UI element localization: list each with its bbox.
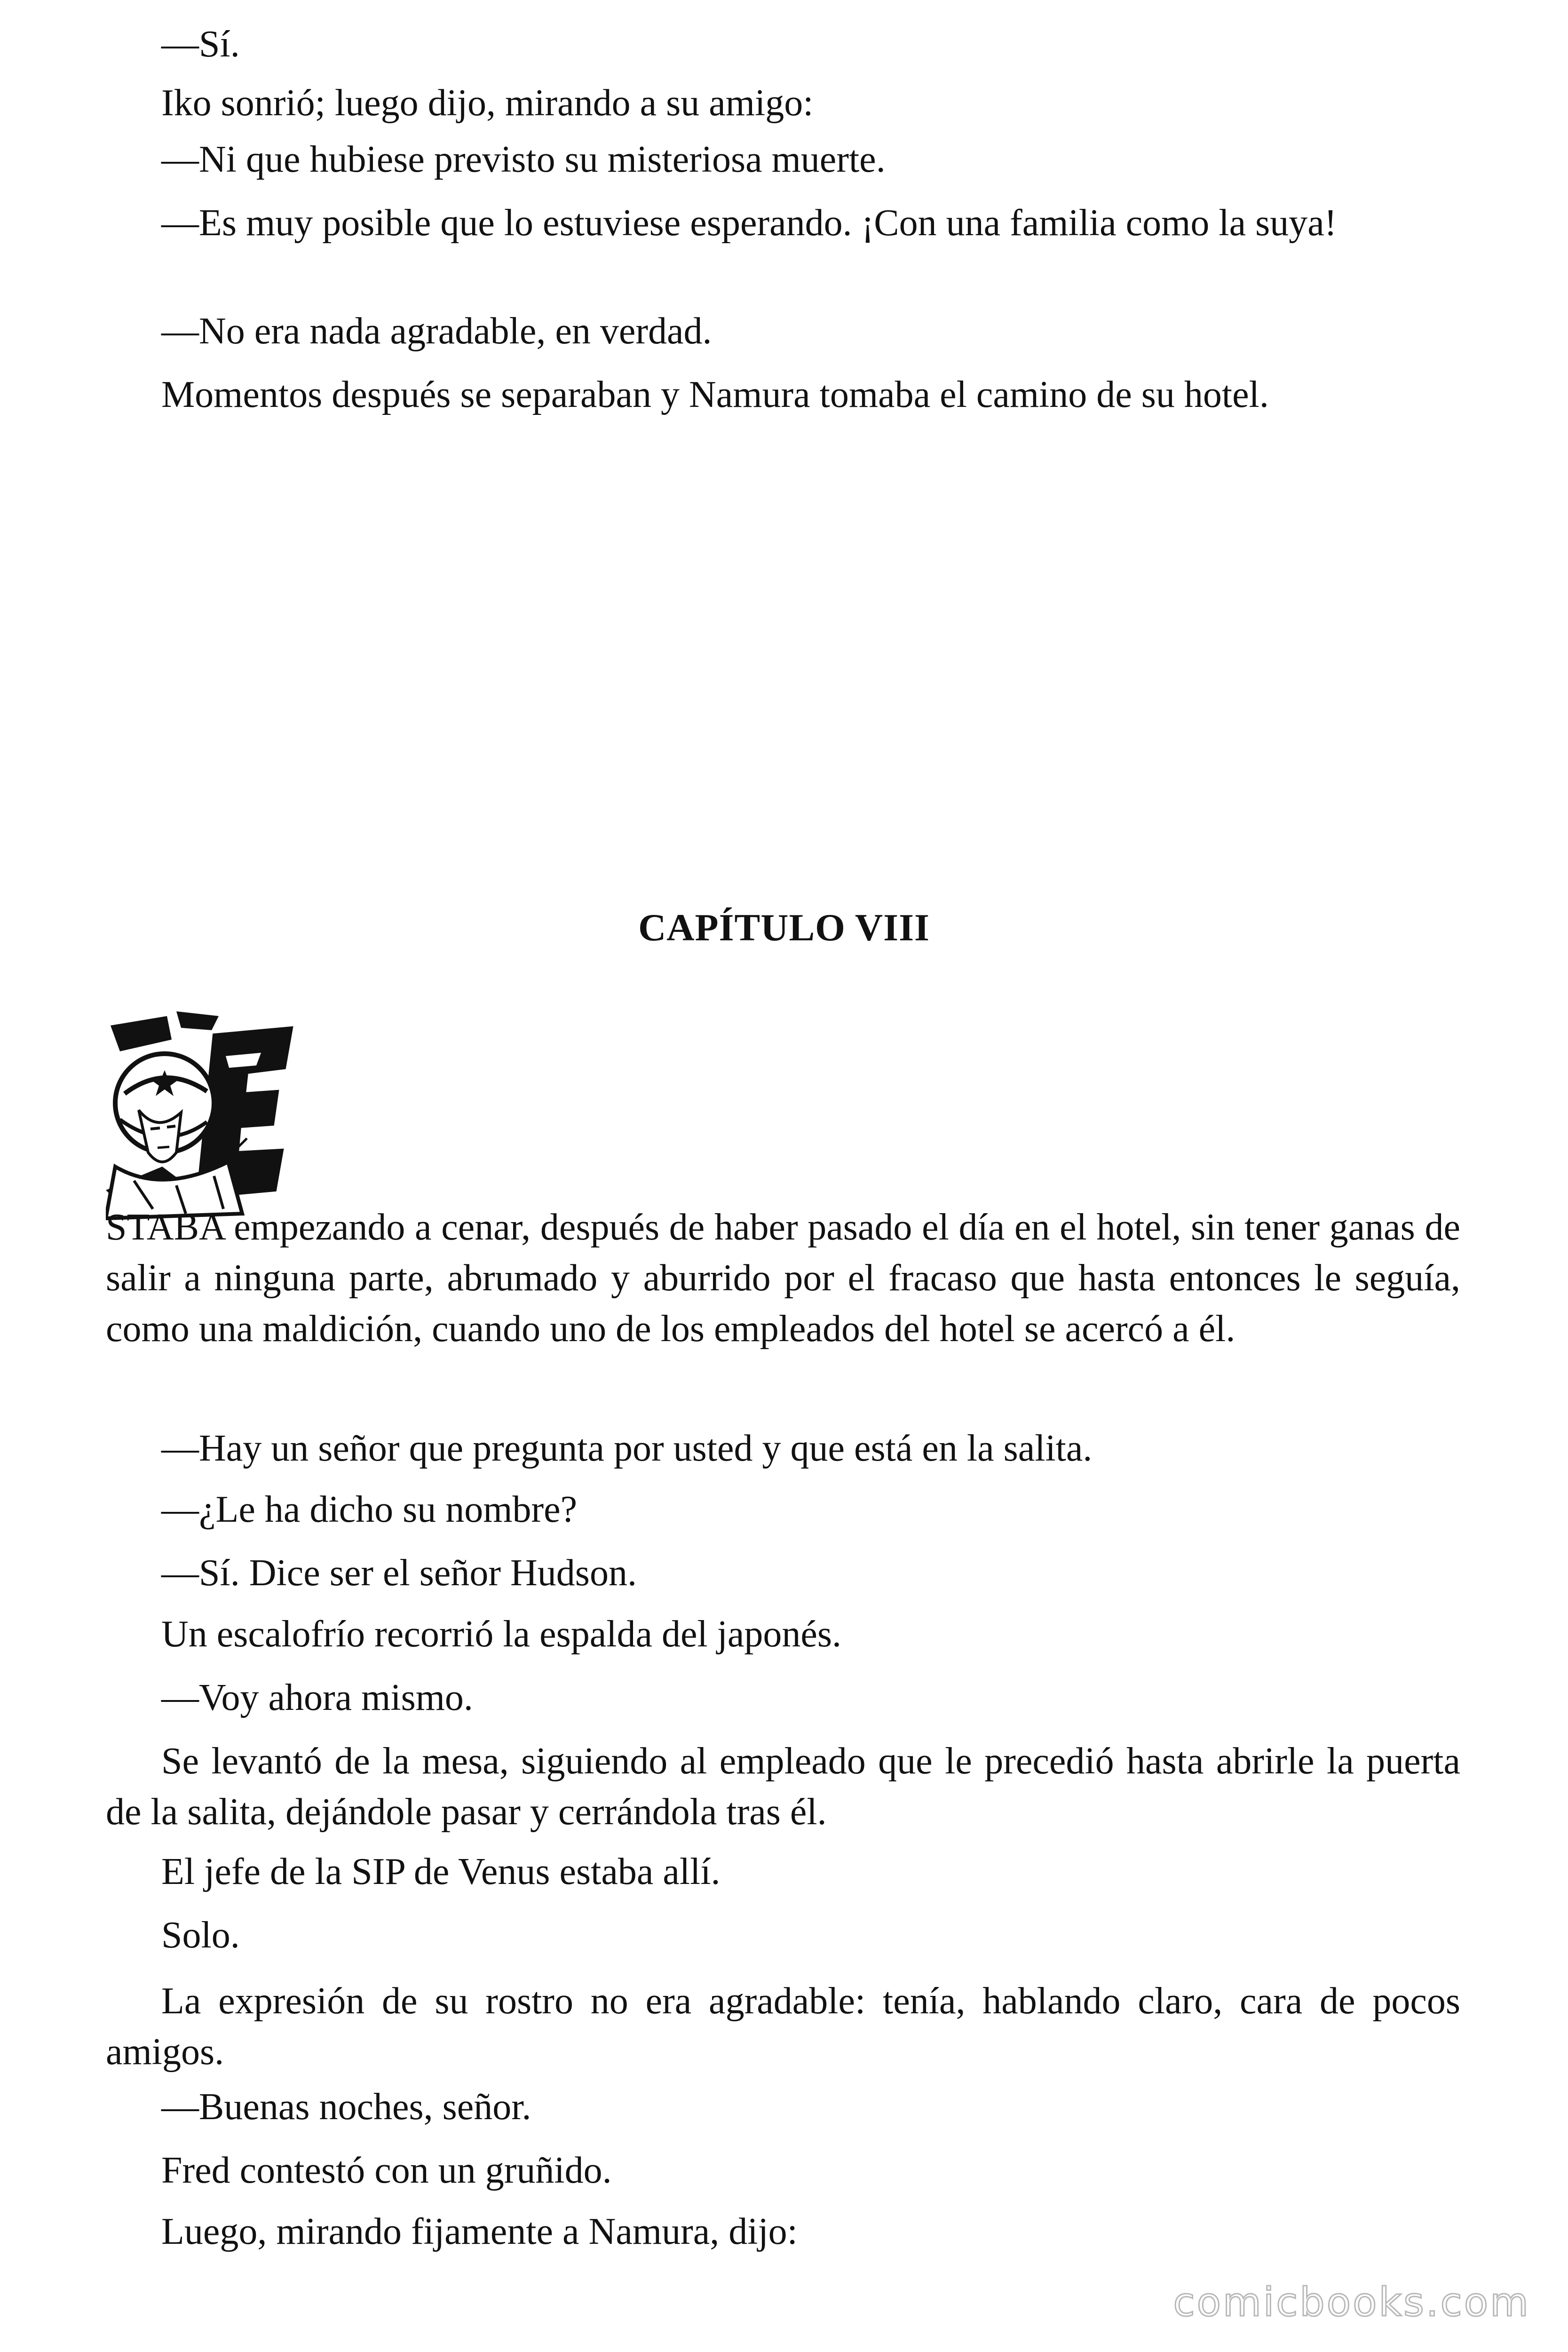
paragraph: —Hay un señor que pregunta por usted y que está en la salita. — [161, 1428, 1093, 1469]
paragraph: La expresión de su rostro no era agradable: tenía, hablando claro, cara de pocos amigos. — [106, 1980, 1460, 2073]
paragraph: —No era nada agradable, en verdad. — [161, 310, 712, 352]
paragraph: —Voy ahora mismo. — [161, 1677, 473, 1718]
chapter-title: CAPÍTULO VIII — [638, 906, 930, 949]
paragraph: Solo. — [161, 1915, 240, 1956]
paragraph: Iko sonrió; luego dijo, mirando a su amigo: — [161, 82, 814, 124]
paragraph: Luego, mirando fijamente a Namura, dijo: — [161, 2211, 798, 2252]
paragraph: El jefe de la SIP de Venus estaba allí. — [161, 1851, 721, 1892]
paragraph: —Sí. — [161, 24, 240, 65]
paragraph: —Ni que hubiese previsto su misteriosa muerte. — [161, 139, 886, 180]
chapter-opening-paragraph: STABA empezando a cenar, después de haber pasado el día en el hotel, sin tener ganas de salir a ninguna parte, abrumado y aburrido por el fracaso que hasta entonces le seguía, como una maldición, cuando uno de los empleados del hotel se acercó a él. — [106, 1207, 1460, 1350]
illustrated-drop-cap-icon — [106, 1011, 299, 1223]
paragraph: —¿Le ha dicho su nombre? — [161, 1489, 578, 1530]
paragraph: Momentos después se separaban y Namura tomaba el camino de su hotel. — [161, 374, 1269, 415]
watermark: comicbooks.com — [1173, 2279, 1530, 2325]
paragraph: Se levantó de la mesa, siguiendo al empleado que le precedió hasta abrirle la puerta de la salita, dejándole pasar y cerrándola tras él. — [106, 1740, 1460, 1833]
paragraph: —Es muy posible que lo estuviese esperando. ¡Con una familia como la suya! — [161, 202, 1337, 244]
paragraph: —Sí. Dice ser el señor Hudson. — [161, 1552, 637, 1594]
paragraph: Fred contestó con un gruñido. — [161, 2150, 612, 2191]
paragraph: —Buenas noches, señor. — [161, 2086, 531, 2128]
paragraph: Un escalofrío recorrió la espalda del japonés. — [161, 1613, 842, 1655]
